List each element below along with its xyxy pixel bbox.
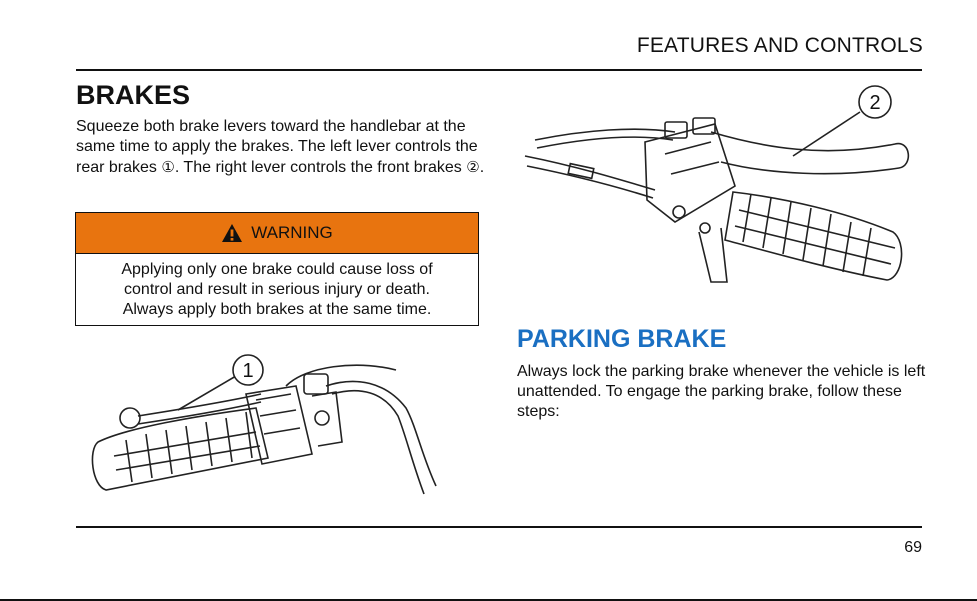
left-handlebar-illustration	[86, 346, 446, 504]
brakes-heading: BRAKES	[76, 80, 191, 110]
warning-label: WARNING	[251, 223, 333, 242]
footer-rule	[76, 526, 922, 528]
warning-box	[75, 212, 479, 326]
warning-line: Always apply both brakes at the same time.	[122, 301, 432, 318]
warning-banner	[76, 213, 478, 254]
warning-message	[76, 254, 478, 320]
brakes-text-b: . The right lever controls the front brakes	[174, 159, 467, 176]
parking-brake-heading: PARKING BRAKE	[517, 325, 727, 353]
warning-line: control and result in serious injury or death.	[124, 281, 430, 298]
right-handlebar-illustration	[515, 82, 915, 292]
brakes-text-a: Squeeze both brake levers toward the handlebar at the same time to apply the brakes. The left lever controls the rear brakes	[76, 118, 478, 176]
page-number: 69	[904, 539, 922, 556]
parking-brake-paragraph: Always lock the parking brake whenever the vehicle is left unattended. To engage the parking brake, follow these steps:	[517, 363, 926, 420]
warning-triangle-icon	[221, 223, 243, 243]
running-header: FEATURES AND CONTROLS	[636, 34, 923, 57]
marker-2: ②	[466, 158, 480, 176]
callout-2: 2	[869, 92, 881, 114]
warning-line: Applying only one brake could cause loss of	[121, 261, 433, 278]
header-rule	[76, 69, 922, 71]
brakes-text-c: .	[479, 159, 485, 176]
callout-1: 1	[242, 360, 254, 382]
brakes-paragraph	[76, 117, 486, 178]
marker-1: ①	[161, 158, 175, 176]
